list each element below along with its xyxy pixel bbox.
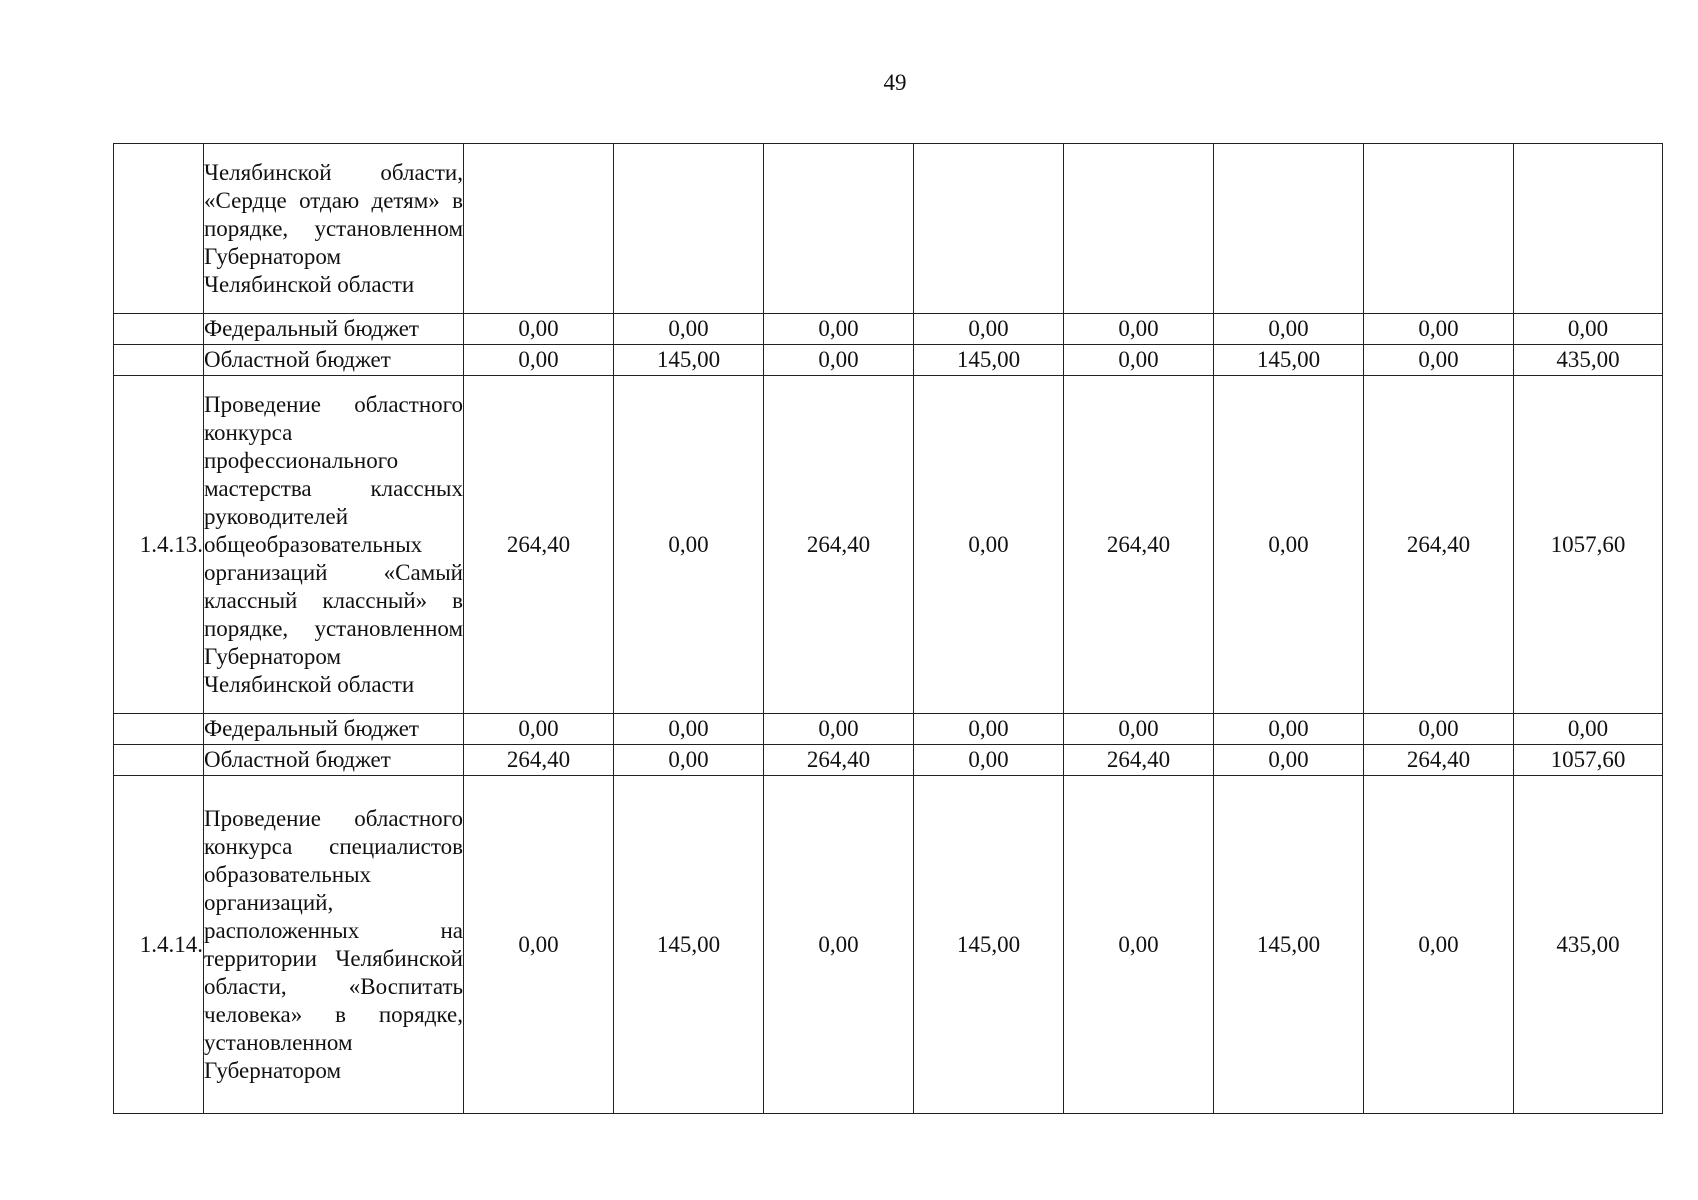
item-number [114,345,204,376]
budget-table [113,143,1663,1114]
value-cell: 264,40 [464,745,614,776]
item-number: 1.4.13. [114,376,204,714]
value-cell: 0,00 [614,745,764,776]
table-row [114,144,1663,314]
value-cell: 0,00 [1064,314,1214,345]
value-cell: 145,00 [1214,776,1364,1114]
value-cell: 0,00 [1214,714,1364,745]
value-cell [914,144,1064,314]
item-description: Челябинской области, «Сердце отдаю детям» в порядке, установленном Губернатором Челябинской области [204,144,464,314]
value-cell: 0,00 [1214,745,1364,776]
table-row [114,776,1663,1114]
value-cell: 0,00 [614,314,764,345]
value-cell [764,144,914,314]
value-cell: 435,00 [1514,776,1663,1114]
item-number: 1.4.14. [114,776,204,1114]
value-cell: 145,00 [1214,345,1364,376]
value-cell: 145,00 [914,345,1064,376]
value-cell: 264,40 [1064,745,1214,776]
value-cell: 0,00 [614,714,764,745]
value-cell: 0,00 [464,714,614,745]
value-cell [1214,144,1364,314]
value-cell: 0,00 [1364,776,1514,1114]
value-cell: 264,40 [764,376,914,714]
value-cell: 145,00 [614,776,764,1114]
value-cell: 1057,60 [1514,376,1663,714]
page-number: 49 [883,70,907,95]
value-cell: 0,00 [1064,345,1214,376]
value-cell [464,144,614,314]
table-row [114,714,1663,745]
value-cell [1364,144,1514,314]
item-description: Федеральный бюджет [204,314,464,345]
value-cell: 264,40 [464,376,614,714]
value-cell: 1057,60 [1514,745,1663,776]
item-number [114,144,204,314]
value-cell: 0,00 [1514,714,1663,745]
value-cell: 0,00 [1514,314,1663,345]
value-cell: 0,00 [1214,314,1364,345]
value-cell: 145,00 [914,776,1064,1114]
value-cell: 264,40 [764,745,914,776]
item-description: Проведение областного конкурса специалистов образовательных организаций, расположенных на территории Челябинской области, «Воспитать человека» в порядке, установленном Губернатором [204,776,464,1114]
value-cell: 0,00 [914,714,1064,745]
value-cell: 264,40 [1364,376,1514,714]
item-number [114,745,204,776]
table-row [114,314,1663,345]
value-cell: 0,00 [1364,714,1514,745]
table-row [114,745,1663,776]
value-cell: 0,00 [914,314,1064,345]
value-cell: 264,40 [1064,376,1214,714]
value-cell: 0,00 [914,745,1064,776]
value-cell: 0,00 [464,345,614,376]
value-cell [614,144,764,314]
value-cell: 435,00 [1514,345,1663,376]
value-cell: 0,00 [764,714,914,745]
value-cell: 0,00 [914,376,1064,714]
value-cell: 0,00 [764,314,914,345]
value-cell: 0,00 [1364,345,1514,376]
item-description: Областной бюджет [204,345,464,376]
value-cell: 264,40 [1364,745,1514,776]
item-number [114,714,204,745]
item-description: Проведение областного конкурса профессионального мастерства классных руководителей общеобразовательных организаций «Самый классный классный» в порядке, установленном Губернатором Челябинской области [204,376,464,714]
value-cell: 0,00 [764,776,914,1114]
value-cell: 0,00 [1064,776,1214,1114]
value-cell: 0,00 [464,776,614,1114]
table-row [114,345,1663,376]
value-cell: 0,00 [1214,376,1364,714]
value-cell: 0,00 [614,376,764,714]
table-row [114,376,1663,714]
value-cell [1064,144,1214,314]
value-cell: 0,00 [464,314,614,345]
item-description: Областной бюджет [204,745,464,776]
item-description: Федеральный бюджет [204,714,464,745]
item-number [114,314,204,345]
value-cell: 0,00 [1364,314,1514,345]
value-cell: 0,00 [1064,714,1214,745]
value-cell: 0,00 [764,345,914,376]
value-cell: 145,00 [614,345,764,376]
value-cell [1514,144,1663,314]
